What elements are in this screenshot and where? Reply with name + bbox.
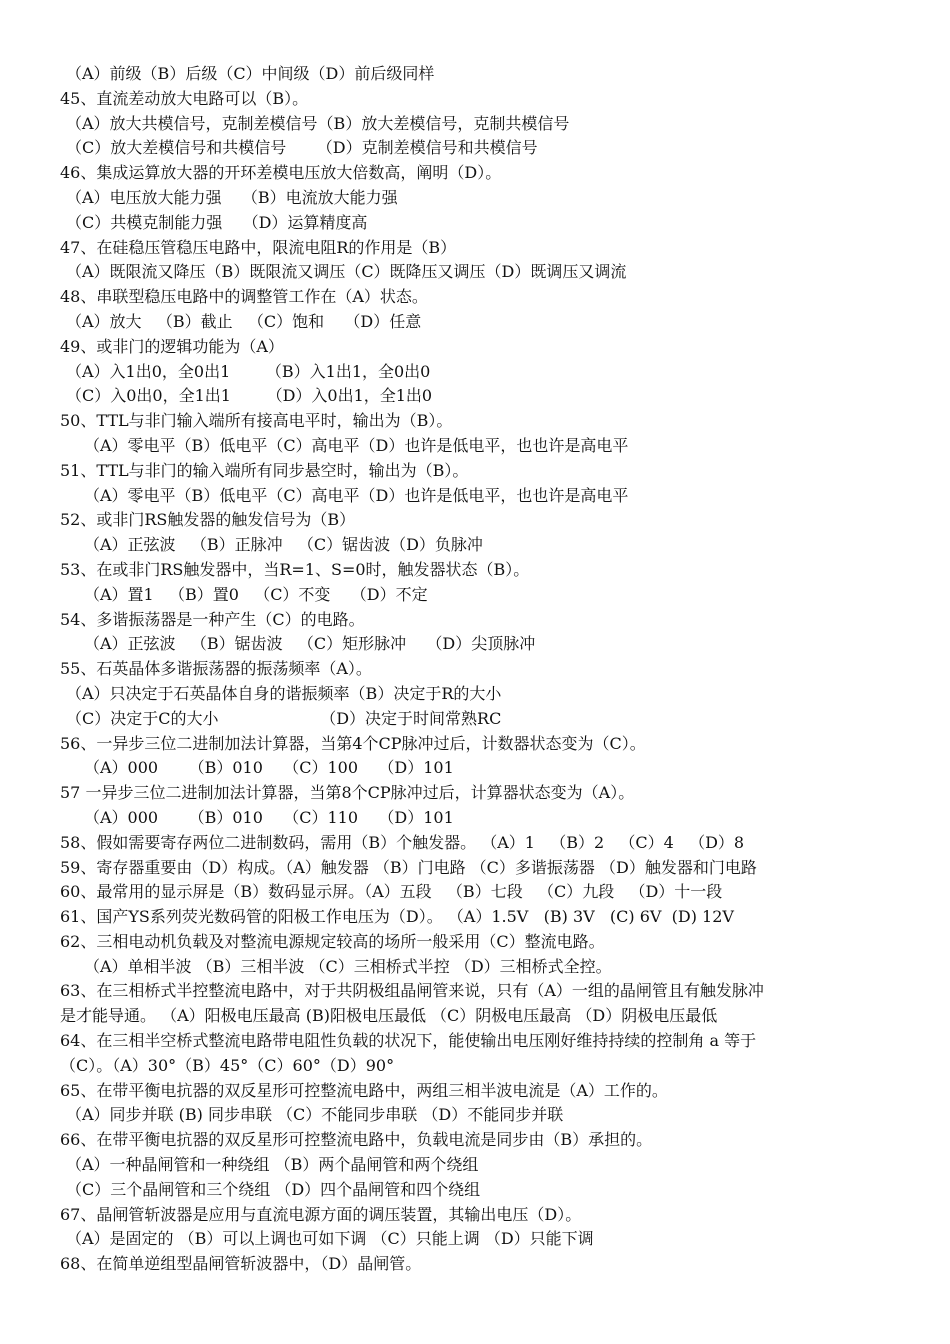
text-line: 47、在硅稳压管稳压电路中，限流电阻R的作用是（B） xyxy=(60,237,457,257)
text-line: 54、多谐振荡器是一种产生（C）的电路。 xyxy=(60,609,365,629)
text-line: 50、TTL与非门输入端所有接高电平时，输出为（B）。 xyxy=(60,411,453,431)
text-line: （A）置1 （B）置0 （C）不变 （D）不定 xyxy=(84,584,428,604)
text-line: （C）入0出0，全1出1 （D）入0出1，全1出0 xyxy=(66,386,433,406)
text-line: 51、TTL与非门的输入端所有同步悬空时，输出为（B）。 xyxy=(60,460,469,480)
text-line: 67、晶闸管斩波器是应用与直流电源方面的调压装置，其输出电压（D）。 xyxy=(60,1204,582,1224)
text-line: （A）既限流又降压（B）既限流又调压（C）既降压又调压（D）既调压又调流 xyxy=(66,262,627,282)
text-line: （A）电压放大能力强 （B）电流放大能力强 xyxy=(66,187,398,207)
text-line: （A）零电平（B）低电平（C）高电平（D）也许是低电平，也也许是高电平 xyxy=(84,485,629,505)
text-line: 57 一异步三位二进制加法计算器，当第8个CP脉冲过后，计算器状态变为（A）。 xyxy=(60,783,635,803)
text-line: 48、串联型稳压电路中的调整管工作在（A）状态。 xyxy=(60,287,428,307)
text-line: 61、国产YS系列荧光数码管的阳极工作电压为（D）。 （A）1.5V (B) 3V (C) 6V (D) 12V xyxy=(60,907,734,927)
text-line: （A）放大 （B）截止 （C）饱和 （D）任意 xyxy=(66,311,422,331)
text-line: 56、一异步三位二进制加法计算器，当第4个CP脉冲过后，计数器状态变为（C）。 xyxy=(60,733,646,753)
text-line: （A）只决定于石英晶体自身的谐振频率（B）决定于R的大小 xyxy=(66,683,502,703)
text-line: 65、在带平衡电抗器的双反星形可控整流电路中，两组三相半波电流是（A）工作的。 xyxy=(60,1080,668,1100)
text-line: 53、在或非门RS触发器中，当R=1、S=0时，触发器状态（B）。 xyxy=(60,559,530,579)
text-line: 58、假如需要寄存两位二进制数码，需用（B）个触发器。 （A）1 （B）2 （C）4 （D）8 xyxy=(60,832,745,852)
text-line: （A）000 （B）010 （C）100 （D）101 xyxy=(84,758,454,778)
text-line: 55、石英晶体多谐振荡器的振荡频率（A）。 xyxy=(60,659,372,679)
text-line: 64、在三相半空桥式整流电路带电阻性负载的状况下，能使输出电压刚好维持持续的控制角 a 等于 xyxy=(60,1031,757,1051)
text-line: （C）共模克制能力强 （D）运算精度高 xyxy=(66,212,368,232)
text-line: 45、直流差动放大电路可以（B）。 xyxy=(60,88,309,108)
text-line: （A）同步并联 (B) 同步串联 （C）不能同步串联 （D）不能同步并联 xyxy=(66,1105,564,1125)
text-line: 60、最常用的显示屏是（B）数码显示屏。（A）五段 （B）七段 （C）九段 （D）十一段 xyxy=(60,882,723,902)
text-line: （A）正弦波 （B）正脉冲 （C）锯齿波（D）负脉冲 xyxy=(84,535,483,555)
text-line: （C）放大差模信号和共模信号 （D）克制差模信号和共模信号 xyxy=(66,138,538,158)
text-line: 是才能导通。 （A）阳极电压最高 (B)阳极电压最低 （C）阴极电压最高 （D）阴极电压最低 xyxy=(60,1006,718,1026)
text-line: 66、在带平衡电抗器的双反星形可控整流电路中，负载电流是同步由（B）承担的。 xyxy=(60,1130,653,1150)
text-line: （A）前级（B）后级（C）中间级（D）前后级同样 xyxy=(66,64,435,83)
text-line: （A）入1出0，全0出1 （B）入1出1，全0出0 xyxy=(66,361,431,381)
text-line: （A）放大共模信号，克制差模信号（B）放大差模信号，克制共模信号 xyxy=(66,113,570,133)
text-line: 62、三相电动机负载及对整流电源规定较高的场所一般采用（C）整流电路。 xyxy=(60,931,605,951)
text-line: 59、寄存器重要由（D）构成。（A）触发器 （B）门电路 （C）多谐振荡器 （D）触发器和门电路 xyxy=(60,857,757,877)
question-list xyxy=(60,62,920,1277)
text-line: 52、或非门RS触发器的触发信号为（B） xyxy=(60,510,356,530)
text-line: （A）一种晶闸管和一种绕组 （B）两个晶闸管和两个绕组 xyxy=(66,1155,479,1175)
text-line: 63、在三相桥式半控整流电路中，对于共阴极组晶闸管来说，只有（A）一组的晶闸管且有触发脉冲 xyxy=(60,981,764,1001)
text-line: （A）零电平（B）低电平（C）高电平（D）也许是低电平，也也许是高电平 xyxy=(84,435,629,455)
text-line: 68、在简单逆组型晶闸管斩波器中，（D）晶闸管。 xyxy=(60,1254,422,1274)
text-line: （C）。（A）30°（B）45°（C）60°（D）90° xyxy=(60,1055,395,1075)
text-line: 49、或非门的逻辑功能为（A） xyxy=(60,336,284,356)
text-line: （A）单相半波 （B）三相半波 （C）三相桥式半控 （D）三相桥式全控。 xyxy=(84,956,612,976)
text-line: （A）是固定的 （B）可以上调也可如下调 （C）只能上调 （D）只能下调 xyxy=(66,1229,594,1249)
text-line: （C）决定于C的大小 （D）决定于时间常熟RC xyxy=(66,708,502,728)
text-line: （A）正弦波 （B）锯齿波 （C）矩形脉冲 （D）尖顶脉冲 xyxy=(84,634,536,654)
text-line: （A）000 （B）010 （C）110 （D）101 xyxy=(84,807,454,827)
text-line: 46、集成运算放大器的开环差模电压放大倍数高，阐明（D）。 xyxy=(60,163,502,183)
text-line: （C）三个晶闸管和三个绕组 （D）四个晶闸管和四个绕组 xyxy=(66,1179,481,1199)
